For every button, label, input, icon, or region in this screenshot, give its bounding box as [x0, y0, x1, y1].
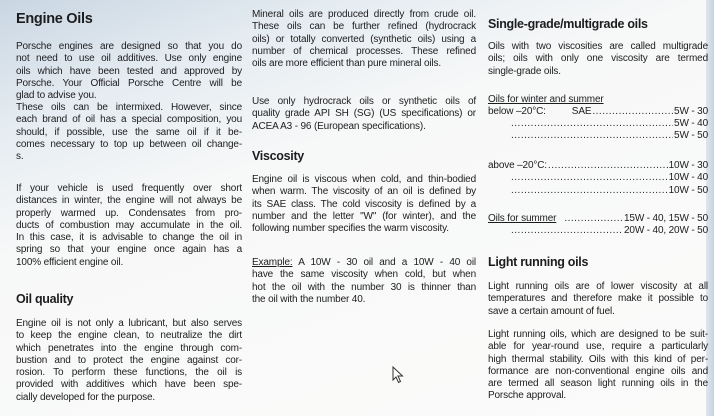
mouse-cursor-icon	[392, 366, 404, 384]
paragraph	[488, 329, 708, 403]
oil-row: ..... 5W - 40	[510, 118, 708, 130]
text-line: to keep the engine clean, to neutralize the dirt	[16, 330, 242, 342]
text-line: In this case, it is advisable to change the oil in	[16, 232, 242, 244]
text-line: save a certain amount of fuel.	[488, 305, 615, 317]
text-line: s.	[16, 151, 24, 163]
text-line: formance are non-conventional engine oils and	[488, 365, 708, 377]
text-line: not need to use oil additives. Use only engine	[16, 53, 242, 65]
heading-oil-quality: Oil quality	[16, 292, 74, 306]
text-line: Porsche approval.	[488, 390, 567, 402]
text-line: If your vehicle is used frequently over short	[16, 183, 242, 194]
paragraph	[16, 183, 242, 269]
text-line: able for year-round use, require a particularly	[488, 341, 708, 353]
text-line: Engine oil is not only a lubricant, but also serves	[16, 318, 242, 329]
text-line: high thermal stability. Oils with this kind of per-	[488, 353, 708, 365]
oil-row: ..... 10W - 50	[510, 185, 708, 197]
text-line: Porsche engines are designed so that you do	[16, 41, 242, 52]
paragraph	[16, 318, 242, 404]
text-line: number of chemical processes. These refined	[252, 45, 476, 57]
oil-row: ..... 10W - 40	[510, 172, 708, 184]
text-line: bustion and to protect the engine against cor-	[16, 354, 242, 366]
oil-row: ..... 20W - 40, 20W - 50	[510, 225, 708, 237]
text-line: Mineral oils are produced directly from crude oil.	[252, 9, 476, 20]
text-line: oils which have been tested and approved by	[16, 65, 242, 77]
text-line: properly warmed up. Condensates from pro-	[16, 207, 242, 219]
heading-engine-oils: Engine Oils	[16, 11, 93, 27]
heading-viscosity: Viscosity	[252, 149, 304, 163]
text-line: following number specifies the warm viscosity.	[252, 223, 449, 235]
heading-single-multigrade: Single-grade/multigrade oils	[488, 17, 648, 31]
text-line: Porsche. Your Official Porsche Centre will be	[16, 77, 242, 89]
text-line: Oils with two viscosities are called multigrade	[488, 41, 708, 52]
text-line: cially developed for the purpose.	[16, 391, 156, 403]
text-line: number and the letter "W" (for winter), and the	[252, 210, 476, 222]
paragraph	[16, 102, 242, 163]
paragraph	[488, 41, 708, 78]
paragraph	[252, 174, 476, 235]
text-line: Light running oils, which are designed to be suit-	[488, 329, 708, 340]
text-line: These oils can be further refined (hydrocrack	[252, 21, 476, 33]
text-line: hot the oil with the number 30 is thinner than	[252, 281, 476, 293]
text-line: temperatures and therefore make it possible to	[488, 293, 708, 305]
paragraph	[252, 96, 476, 133]
heading-light-running: Light running oils	[488, 255, 589, 269]
text-line: Light running oils are of lower viscosity at all	[488, 281, 708, 292]
text-line: its SAE class. The cold viscosity is defined by a	[252, 198, 476, 210]
text-line: when warm. The viscosity of an oil is defined by	[252, 186, 476, 198]
text-line: each brand of oil has a special composition, you	[16, 114, 242, 126]
text-line: oils are more efficient than pure mineral oils.	[252, 58, 441, 70]
text-line: oils; oils with only one viscosity are termed	[488, 53, 708, 65]
paragraph	[16, 41, 242, 102]
example-paragraph: Example: A 10W - 30 oil and a 10W - 40 oil have the same viscosity when cold, but when hot the oil with the number 30 is thinner than the oil with the number 40.	[252, 257, 476, 305]
text-line: spring so that your engine once again has a	[16, 244, 242, 256]
text-line: provided with additives which have been spe-	[16, 379, 242, 391]
oil-row: ..... 5W - 50	[510, 130, 708, 142]
text-line: rosion. To perform these functions, the oil is	[16, 367, 242, 379]
text-line: Engine oil is viscous when cold, and thin-bodied	[252, 174, 476, 185]
text-line: These oils can be intermixed. However, since	[16, 102, 242, 113]
text-line: oils) or totally converted (synthetic oils) using a	[252, 33, 476, 45]
text-line: comes necessary to top up between oil change-	[16, 138, 242, 150]
text-line: which penetrates into the engine through com-	[16, 342, 242, 354]
text-line: are termed all season light running oils in the	[488, 378, 708, 390]
text-line: 100% efficient engine oil.	[16, 256, 124, 268]
text-line: glad to advise you.	[16, 90, 97, 102]
oil-row: above –20°C: ..... 10W - 30	[488, 160, 708, 172]
text-line: have the same viscosity when cold, but when	[252, 269, 476, 281]
oil-row: below –20°C: SAE ..... 5W - 30	[488, 106, 708, 118]
paragraph	[488, 281, 708, 318]
text-line: single-grade oils.	[488, 65, 561, 77]
text-line: Use only hydrocrack oils or synthetic oils of	[252, 96, 476, 107]
example-label: Example:	[252, 257, 293, 268]
text-line: quality grade API SH (SG) (US specifications) or	[252, 108, 476, 120]
paragraph	[252, 9, 476, 70]
oil-row: Oils for summer ..... 15W - 40, 15W - 50	[488, 213, 708, 225]
heading-winter-summer: Oils for winter and summer	[488, 94, 604, 105]
text-line: should, if possible, use the same oil if it be-	[16, 126, 242, 138]
text-line: distances in winter, the engine will not always be	[16, 195, 242, 207]
text-line: the oil with the number 40.	[252, 293, 366, 305]
text-line: ACEA A3 - 96 (European specifications).	[252, 120, 426, 132]
text-line: ducts of combustion may accumulate in the oil.	[16, 219, 242, 231]
